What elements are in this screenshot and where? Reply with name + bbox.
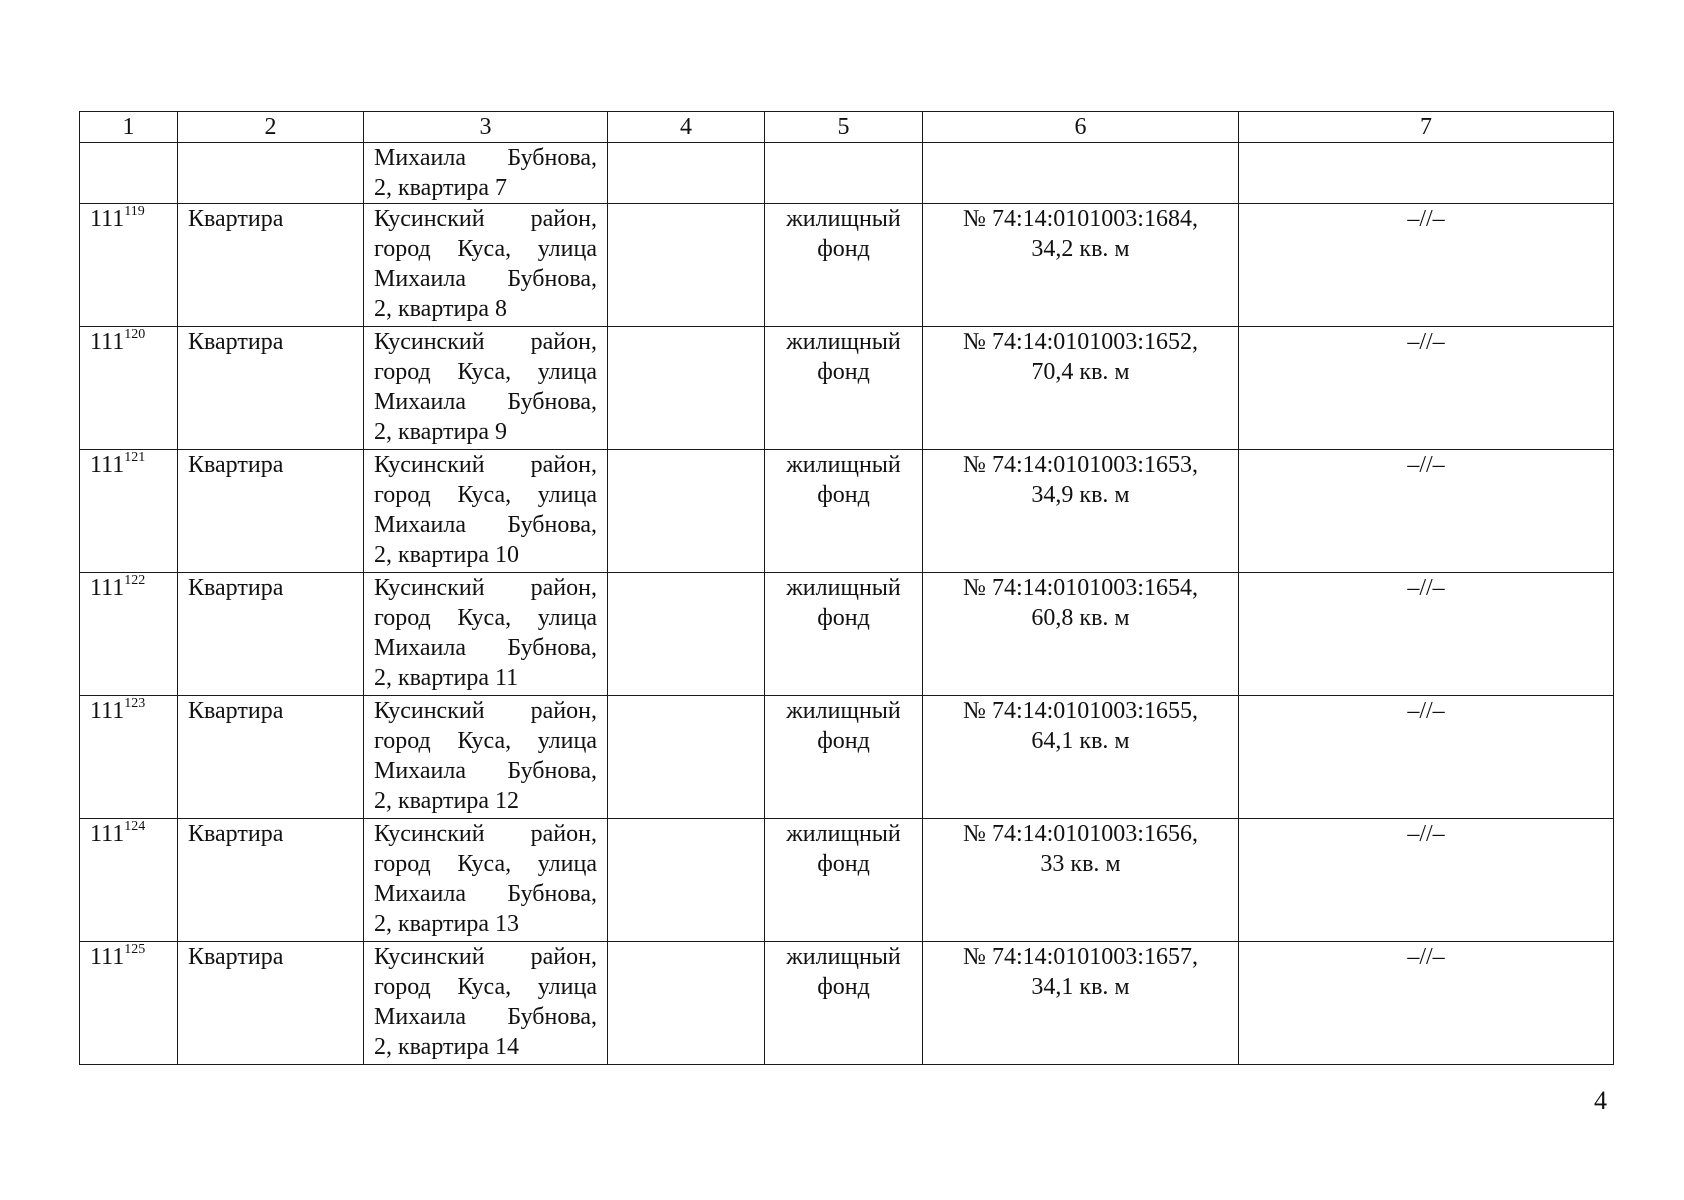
- cell-address: [364, 942, 608, 1065]
- cell-col-4: [608, 327, 765, 450]
- item-number-superscript: 121: [124, 450, 146, 465]
- address-line: Кусинский район,: [374, 575, 597, 601]
- table-row: [80, 696, 1614, 819]
- column-number-header: [80, 112, 1614, 143]
- cell-cadastre: [923, 573, 1239, 696]
- cadastre-line: № 74:14:0101003:1657,: [963, 944, 1198, 970]
- cell-fund: [765, 204, 923, 327]
- cell-fund: [765, 143, 923, 204]
- address-line: Кусинский район,: [374, 821, 597, 847]
- item-number: 111: [90, 944, 125, 970]
- cell-col-7: –//–: [1239, 450, 1614, 573]
- item-number: 111: [90, 206, 125, 232]
- address-line: город Куса, улица: [374, 974, 597, 1000]
- cell-number: [80, 450, 178, 573]
- cell-cadastre: [923, 143, 1239, 204]
- cadastre-line: 64,1 кв. м: [1031, 728, 1130, 754]
- cell-object-type: Квартира: [178, 942, 364, 1065]
- address-line: Кусинский район,: [374, 329, 597, 355]
- address-line: Михаила Бубнова,: [374, 145, 597, 171]
- cell-col-4: [608, 819, 765, 942]
- cell-number: [80, 327, 178, 450]
- address-line: Михаила Бубнова,: [374, 512, 597, 538]
- cell-cadastre: [923, 450, 1239, 573]
- cadastre-line: № 74:14:0101003:1655,: [963, 698, 1198, 724]
- item-number: 111: [90, 329, 125, 355]
- item-number-superscript: 123: [124, 696, 146, 711]
- address-line: Михаила Бубнова,: [374, 881, 597, 907]
- cell-col-7: –//–: [1239, 204, 1614, 327]
- cadastre-line: 70,4 кв. м: [1031, 359, 1130, 385]
- table-row: [80, 327, 1614, 450]
- cell-number: [80, 942, 178, 1065]
- address-line: Кусинский район,: [374, 206, 597, 232]
- cell-col-4: [608, 942, 765, 1065]
- table-row: [80, 573, 1614, 696]
- cell-col-7: –//–: [1239, 819, 1614, 942]
- item-number: 111: [90, 452, 125, 478]
- cell-address: [364, 450, 608, 573]
- header-col-3: 3: [364, 112, 608, 143]
- fund-line: жилищный: [786, 944, 901, 970]
- item-number-superscript: 124: [124, 819, 146, 834]
- property-register-page: [79, 111, 1613, 1065]
- cell-col-4: [608, 143, 765, 204]
- item-number-superscript: 122: [124, 573, 146, 588]
- cell-number: [80, 696, 178, 819]
- item-number: 111: [90, 575, 125, 601]
- cadastre-line: № 74:14:0101003:1684,: [963, 206, 1198, 232]
- item-number: 111: [90, 698, 125, 724]
- cell-col-4: [608, 573, 765, 696]
- cadastre-line: 34,9 кв. м: [1031, 482, 1130, 508]
- cell-number: [80, 573, 178, 696]
- fund-line: жилищный: [786, 698, 901, 724]
- cell-number: [80, 819, 178, 942]
- fund-line: фонд: [817, 728, 870, 754]
- cell-fund: [765, 327, 923, 450]
- address-line: 2, квартира 7: [374, 175, 507, 201]
- cell-col-7: [1239, 143, 1614, 204]
- cell-address: [364, 143, 608, 204]
- cell-cadastre: [923, 204, 1239, 327]
- cell-col-7: –//–: [1239, 696, 1614, 819]
- address-line: Кусинский район,: [374, 698, 597, 724]
- fund-line: фонд: [817, 605, 870, 631]
- table-row: [80, 204, 1614, 327]
- cell-object-type: Квартира: [178, 573, 364, 696]
- cadastre-line: 60,8 кв. м: [1031, 605, 1130, 631]
- cadastre-line: № 74:14:0101003:1654,: [963, 575, 1198, 601]
- cadastre-line: № 74:14:0101003:1652,: [963, 329, 1198, 355]
- address-line: 2, квартира 13: [374, 911, 519, 937]
- cell-fund: [765, 450, 923, 573]
- address-line: Михаила Бубнова,: [374, 635, 597, 661]
- address-line: город Куса, улица: [374, 482, 597, 508]
- address-line: Михаила Бубнова,: [374, 389, 597, 415]
- address-line: 2, квартира 11: [374, 665, 519, 691]
- cell-col-7: –//–: [1239, 327, 1614, 450]
- cell-object-type: Квартира: [178, 204, 364, 327]
- item-number-superscript: 125: [124, 942, 146, 957]
- address-line: Михаила Бубнова,: [374, 266, 597, 292]
- cell-number: [80, 143, 178, 204]
- cell-cadastre: [923, 327, 1239, 450]
- cell-col-4: [608, 450, 765, 573]
- cadastre-line: 33 кв. м: [1040, 851, 1121, 877]
- fund-line: фонд: [817, 236, 870, 262]
- table-row: [80, 942, 1614, 1065]
- address-line: 2, квартира 8: [374, 296, 507, 322]
- address-line: 2, квартира 10: [374, 542, 519, 568]
- header-col-2: 2: [178, 112, 364, 143]
- fund-line: фонд: [817, 974, 870, 1000]
- item-number: 111: [90, 821, 125, 847]
- address-line: Михаила Бубнова,: [374, 758, 597, 784]
- cell-fund: [765, 819, 923, 942]
- table-row: [80, 450, 1614, 573]
- cell-fund: [765, 696, 923, 819]
- cell-object-type: Квартира: [178, 696, 364, 819]
- cell-address: [364, 573, 608, 696]
- address-line: Кусинский район,: [374, 944, 597, 970]
- cadastre-line: № 74:14:0101003:1656,: [963, 821, 1198, 847]
- fund-line: жилищный: [786, 575, 901, 601]
- address-line: город Куса, улица: [374, 236, 597, 262]
- cell-number: [80, 204, 178, 327]
- header-col-7: 7: [1239, 112, 1614, 143]
- address-line: город Куса, улица: [374, 605, 597, 631]
- fund-line: жилищный: [786, 329, 901, 355]
- address-line: Кусинский район,: [374, 452, 597, 478]
- property-table: [79, 111, 1614, 1065]
- item-number-superscript: 119: [124, 204, 145, 219]
- cell-address: [364, 327, 608, 450]
- fund-line: фонд: [817, 482, 870, 508]
- fund-line: фонд: [817, 851, 870, 877]
- cell-address: [364, 204, 608, 327]
- address-line: Михаила Бубнова,: [374, 1004, 597, 1030]
- cell-object-type: [178, 143, 364, 204]
- fund-line: жилищный: [786, 206, 901, 232]
- cell-fund: [765, 942, 923, 1065]
- address-line: город Куса, улица: [374, 728, 597, 754]
- header-col-5: 5: [765, 112, 923, 143]
- cell-cadastre: [923, 942, 1239, 1065]
- cadastre-line: 34,2 кв. м: [1031, 236, 1130, 262]
- cell-fund: [765, 573, 923, 696]
- header-col-1: 1: [80, 112, 178, 143]
- address-line: 2, квартира 14: [374, 1034, 519, 1060]
- cell-cadastre: [923, 819, 1239, 942]
- fund-line: жилищный: [786, 821, 901, 847]
- cadastre-line: 34,1 кв. м: [1031, 974, 1130, 1000]
- page-number: 4: [1594, 1086, 1607, 1115]
- cell-object-type: Квартира: [178, 819, 364, 942]
- cell-address: [364, 696, 608, 819]
- header-col-6: 6: [923, 112, 1239, 143]
- table-row: [80, 819, 1614, 942]
- fund-line: жилищный: [786, 452, 901, 478]
- cell-address: [364, 819, 608, 942]
- address-line: город Куса, улица: [374, 359, 597, 385]
- header-col-4: 4: [608, 112, 765, 143]
- cell-object-type: Квартира: [178, 450, 364, 573]
- cell-col-7: –//–: [1239, 573, 1614, 696]
- fund-line: фонд: [817, 359, 870, 385]
- cadastre-line: № 74:14:0101003:1653,: [963, 452, 1198, 478]
- item-number-superscript: 120: [124, 327, 146, 342]
- cell-col-7: –//–: [1239, 942, 1614, 1065]
- cell-object-type: Квартира: [178, 327, 364, 450]
- continuation-row: [80, 143, 1614, 204]
- address-line: 2, квартира 12: [374, 788, 519, 814]
- cell-cadastre: [923, 696, 1239, 819]
- cell-col-4: [608, 696, 765, 819]
- address-line: 2, квартира 9: [374, 419, 507, 445]
- address-line: город Куса, улица: [374, 851, 597, 877]
- cell-col-4: [608, 204, 765, 327]
